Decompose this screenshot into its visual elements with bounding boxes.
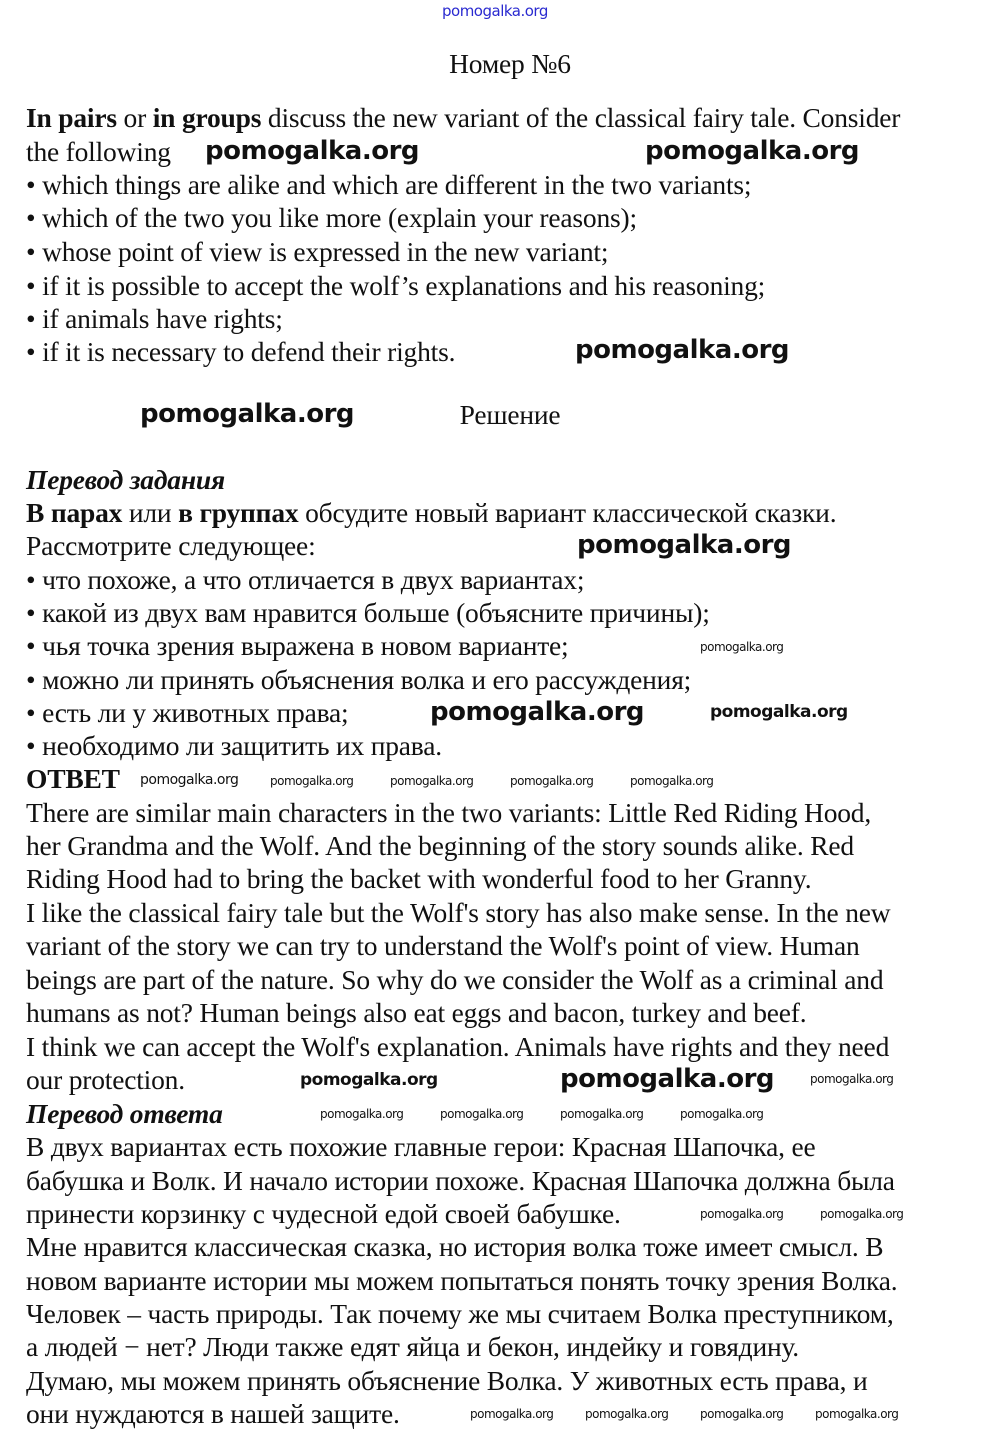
watermark: pomogalka.org [700, 640, 784, 654]
translation-bullet: • есть ли у животных права; [26, 697, 349, 728]
translation-bullet: • что похоже, а что отличается в двух вариантах; [26, 564, 585, 595]
watermark: pomogalka.org [700, 1207, 784, 1221]
task-bullet: • which of the two you like more (explain your reasons); [26, 202, 637, 233]
solution-heading: Решение [459, 399, 561, 430]
page-title: Номер №6 [449, 48, 571, 79]
answer-translation-line: они нуждаются в нашей защите. [26, 1398, 400, 1429]
answer-line: I like the classical fairy tale but the Wolf's story has also make sense. In the new [26, 897, 891, 928]
task-intro-line2: the following [26, 136, 171, 167]
translation-bullet: • чья точка зрения выражена в новом варианте; [26, 630, 569, 661]
watermark: pomogalka.org [710, 702, 848, 722]
answer-translation-line: бабушка и Волк. И начало истории похоже. Красная Шапочка должна была [26, 1165, 895, 1196]
task-bullet: • if it is possible to accept the wolf’s explanations and his reasoning; [26, 270, 766, 301]
text: обсудите новый вариант классической сказки. [298, 497, 837, 528]
watermark: pomogalka.org [440, 1107, 524, 1121]
watermark: pomogalka.org [575, 335, 790, 365]
watermark: pomogalka.org [205, 136, 420, 166]
answer-translation-line: В двух вариантах есть похожие главные герои: Красная Шапочка, ее [26, 1131, 816, 1162]
answer-heading: ОТВЕТ [26, 763, 120, 794]
translation-bullet: • можно ли принять объяснения волка и его рассуждения; [26, 664, 692, 695]
answer-line: her Grandma and the Wolf. And the beginning of the story sounds alike. Red [26, 830, 854, 861]
watermark: pomogalka.org [815, 1407, 899, 1421]
task-bullet: • if it is necessary to defend their rights. [26, 336, 456, 367]
translation-line2: Рассмотрите следующее: [26, 530, 316, 561]
answer-line: variant of the story we can try to understand the Wolf's point of view. Human [26, 930, 860, 961]
task-bullet: • which things are alike and which are different in the two variants; [26, 169, 752, 200]
watermark: pomogalka.org [270, 774, 354, 788]
answer-translation-line: новом варианте истории мы можем попытаться понять точку зрения Волка. [26, 1265, 898, 1296]
task-intro [26, 101, 900, 135]
watermark: pomogalka.org [577, 530, 792, 560]
watermark: pomogalka.org [645, 136, 860, 166]
answer-translation-line: а людей − нет? Люди также едят яйца и бекон, индейку и говядину. [26, 1331, 799, 1362]
bold-in-groups: in groups [152, 102, 262, 133]
text: или [122, 497, 179, 528]
watermark: pomogalka.org [560, 1064, 775, 1094]
translation-intro [26, 496, 836, 530]
watermark: pomogalka.org [300, 1070, 438, 1090]
watermark: pomogalka.org [320, 1107, 404, 1121]
answer-line: I think we can accept the Wolf's explanation. Animals have rights and they need [26, 1031, 890, 1062]
watermark: pomogalka.org [680, 1107, 764, 1121]
watermark: pomogalka.org [390, 774, 474, 788]
translation-heading: Перевод задания [26, 464, 225, 495]
translation-bullet: • необходимо ли защитить их права. [26, 730, 442, 761]
watermark: pomogalka.org [810, 1072, 894, 1086]
text: discuss the new variant of the classical fairy tale. Consider [261, 102, 901, 133]
answer-translation-line: Человек – часть природы. Так почему же мы считаем Волка преступником, [26, 1298, 894, 1329]
answer-translation-line: Мне нравится классическая сказка, но история волка тоже имеет смысл. В [26, 1231, 884, 1262]
watermark: pomogalka.org [585, 1407, 669, 1421]
answer-line: our protection. [26, 1064, 185, 1095]
answer-line: Riding Hood had to bring the backet with wonderful food to her Granny. [26, 863, 812, 894]
bold-in-pairs: In pairs [26, 102, 117, 133]
watermark: pomogalka.org [700, 1407, 784, 1421]
answer-line: humans as not? Human beings also eat eggs and bacon, turkey and beef. [26, 997, 807, 1028]
answer-translation-line: принести корзинку с чудесной едой своей бабушке. [26, 1198, 621, 1229]
watermark-top[interactable]: pomogalka.org [442, 2, 548, 20]
watermark: pomogalka.org [560, 1107, 644, 1121]
answer-line: There are similar main characters in the two variants: Little Red Riding Hood, [26, 797, 872, 828]
text: or [116, 102, 153, 133]
watermark: pomogalka.org [630, 774, 714, 788]
watermark: pomogalka.org [510, 774, 594, 788]
answer-line: beings are part of the nature. So why do we consider the Wolf as a criminal and [26, 964, 884, 995]
bold-text: В парах [26, 497, 123, 528]
watermark: pomogalka.org [140, 772, 239, 788]
watermark: pomogalka.org [140, 399, 355, 429]
task-bullet: • if animals have rights; [26, 303, 283, 334]
watermark: pomogalka.org [820, 1207, 904, 1221]
answer-translation-line: Думаю, мы можем принять объяснение Волка. У животных есть права, и [26, 1365, 868, 1396]
bold-text: в группах [178, 497, 299, 528]
task-bullet: • whose point of view is expressed in the new variant; [26, 236, 609, 267]
translation-bullet: • какой из двух вам нравится больше (объясните причины); [26, 597, 710, 628]
answer-translation-heading: Перевод ответа [26, 1098, 223, 1129]
watermark: pomogalka.org [470, 1407, 554, 1421]
watermark: pomogalka.org [430, 697, 645, 727]
